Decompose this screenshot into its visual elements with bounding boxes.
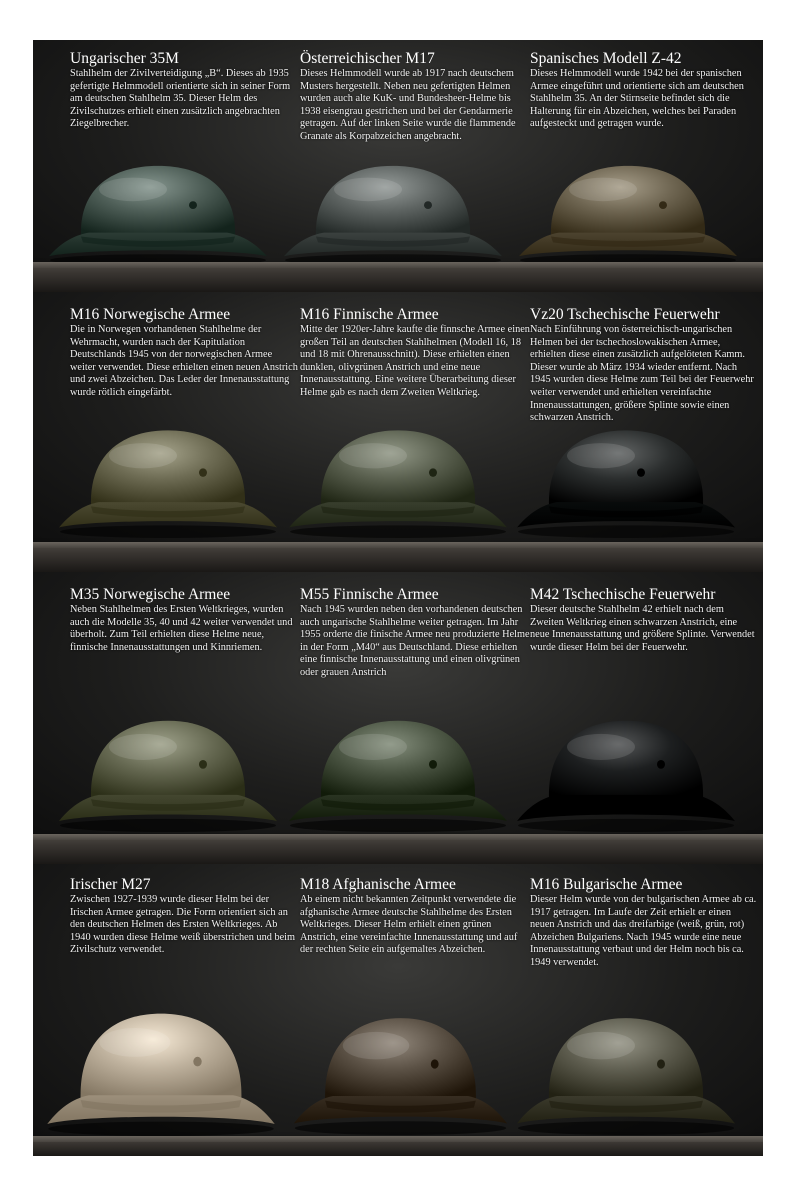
wooden-shelf — [33, 542, 763, 572]
helmet-image — [278, 158, 508, 266]
helmet-description: Stahlhelm der Zivilverteidigung „B“. Dieses ab 1935 gefertigte Helmmodell orientierte sich in seiner Form am deutschen Stahlhelm 35. Dieser Helm des Zivilschutzes erhielt einen zusätzlich angebrachten Ziegelbrecher. — [70, 68, 291, 130]
shelf-row-2 — [33, 292, 763, 548]
helmet-title: M16 Bulgarische Armee — [530, 876, 683, 893]
helmet-card — [300, 876, 530, 957]
helmet-card — [70, 306, 300, 400]
wooden-shelf — [33, 1136, 763, 1156]
helmet-image — [53, 712, 283, 832]
helmet-title: Ungarischer 35M — [70, 50, 179, 67]
helmet-description: Nach 1945 wurden neben den vorhandenen deutschen auch ungarische Stahlhelme weiter getragen. Im Jahr 1955 orderte die finische Armee neu produzierte Helme in der Form „M40“ aus Deutschland. Diese erhielten eine finnische Innenausstattung und einen olivgrünen oder grauen Anstrich — [300, 604, 530, 678]
helmet-image — [53, 422, 283, 538]
helmet-card — [300, 306, 530, 400]
helmet-description: Die in Norwegen vorhandenen Stahlhelme der Wehrmacht, wurden nach der Kapitulation Deutschlands 1945 von der norwegischen Armee weiter verwendet. Diese erhielten einen neuen Anstrich und zwei Abzeichen. Das Leder der Innenausstattung wurde rötlich eingefärbt. — [70, 324, 298, 398]
helmet-title: M35 Norwegische Armee — [70, 586, 231, 603]
helmet-title: M42 Tschechische Feuerwehr — [530, 586, 716, 603]
helmet-image — [511, 1009, 741, 1135]
helmet-description: Nach Einführung von österreichisch-ungarischen Helmen bei der tschechoslowakischen Armee, erhielten diese einen zusätzlich aufgelöteten Kamm. Dieser wurde ab März 1934 wieder entfernt. Nach 1945 wurden diese Helme zum Teil bei der Feuerwehr weiter verwendet und erhielten vereinfachte Innenausstattungen, größere Splinte sowie einen schwarzen Anstrich. — [530, 324, 754, 424]
helmet-image — [513, 158, 743, 266]
helmet-image — [283, 712, 513, 832]
helmet-image — [43, 158, 273, 266]
helmet-title: Spanisches Modell Z-42 — [530, 50, 682, 67]
helmet-card — [300, 50, 530, 144]
helmet-title: Österreichischer M17 — [300, 50, 435, 67]
helmet-description: Dieser deutsche Stahlhelm 42 erhielt nach dem Zweiten Weltkrieg einen schwarzen Anstrich, eine neue Innenausstattung und größere Splinte. Verwendet wurde dieser Helm bei der Feuerwehr. — [530, 604, 755, 653]
helmet-card — [70, 876, 300, 957]
shelf-row-4 — [33, 864, 763, 1156]
helmet-card — [70, 586, 300, 654]
helmet-description: Dieses Helmmodell wurde 1942 bei der spanischen Armee eingeführt und orientierte sich am deutschen Stahlhelm 35. An der Stirnseite befindet sich die Halterung für ein Abzeichen, welches bei Paraden aufgesteckt und getragen wurde. — [530, 68, 744, 130]
helmet-description: Zwischen 1927-1939 wurde dieser Helm bei der Irischen Armee getragen. Die Form orientiert sich an den deutschen Helmen des Ersten Weltkrieges. Ab 1940 wurden diese Helme weiß überstrichen und beim Zivilschutz verwendet. — [70, 894, 296, 956]
helmet-image — [511, 712, 741, 832]
helmet-title: M16 Norwegische Armee — [70, 306, 231, 323]
shelf-row-3 — [33, 572, 763, 840]
helmet-description: Dieser Helm wurde von der bulgarischen Armee ab ca. 1917 getragen. Im Laufe der Zeit erhielt er einen neuen Anstrich und das dreifarbige (weiß, grün, rot) Abzeichen Bulgariens. Nach 1945 wurde eine neue Innenausstattung verbaut und der Helm noch bis ca. 1949 verwendet. — [530, 894, 757, 968]
shelf-row-1 — [33, 40, 763, 290]
helmet-card — [530, 586, 758, 654]
helmet-card — [530, 876, 758, 970]
helmet-image — [511, 422, 741, 538]
helmet-card — [530, 306, 758, 425]
helmet-description: Neben Stahlhelmen des Ersten Weltkrieges, wurden auch die Modelle 35, 40 und 42 weiter verwendet und überholt. Zum Teil erhielten diese Helme neue, finnische Innenausstattungen und Kinnriemen. — [70, 604, 293, 653]
helmet-description: Ab einem nicht bekannten Zeitpunkt verwendete die afghanische Armee deutsche Stahlhelme des Ersten Weltkrieges. Dieser Helm erhielt einen grünen Anstrich, eine vereinfachte Innenausstattung und auf der rechten Seite ein aufgemaltes Abzeichen. — [300, 894, 518, 956]
helmet-image — [283, 422, 513, 538]
helmet-title: Irischer M27 — [70, 876, 151, 893]
wooden-shelf — [33, 834, 763, 864]
helmet-title: M16 Finnische Armee — [300, 306, 439, 323]
helmet-image — [41, 1004, 281, 1136]
helmet-card — [300, 586, 530, 680]
helmet-card — [530, 50, 755, 131]
helmet-title: M55 Finnische Armee — [300, 586, 439, 603]
helmet-description: Dieses Helmmodell wurde ab 1917 nach deutschem Musters hergestellt. Neben neu gefertigten Helmen wurden auch alte KuK- und Bundesheer-Helme bis 1938 eisengrau gestrichen und bei der Gendarmerie getragen. Auf der linken Seite wurde die flammende Granate als Korpabzeichen angebracht. — [300, 68, 516, 142]
helmet-title: Vz20 Tschechische Feuerwehr — [530, 306, 720, 323]
display-cabinet — [33, 40, 763, 1156]
helmet-image — [288, 1009, 513, 1135]
wooden-shelf — [33, 262, 763, 292]
helmet-description: Mitte der 1920er-Jahre kaufte die finnsche Armee einen großen Teil an deutschen Stahlhelmen (Modell 16, 18 und 18 mit Ohrenausschnitt). Diese erhielten einen dunklen, olivgrünen Anstrich und eine neue Innenausstattung. Eine weitere Überarbeitung dieser Helme gab es nach dem Zweiten Weltkrieg. — [300, 324, 530, 398]
helmet-title: M18 Afghanische Armee — [300, 876, 456, 893]
helmet-card — [70, 50, 300, 131]
